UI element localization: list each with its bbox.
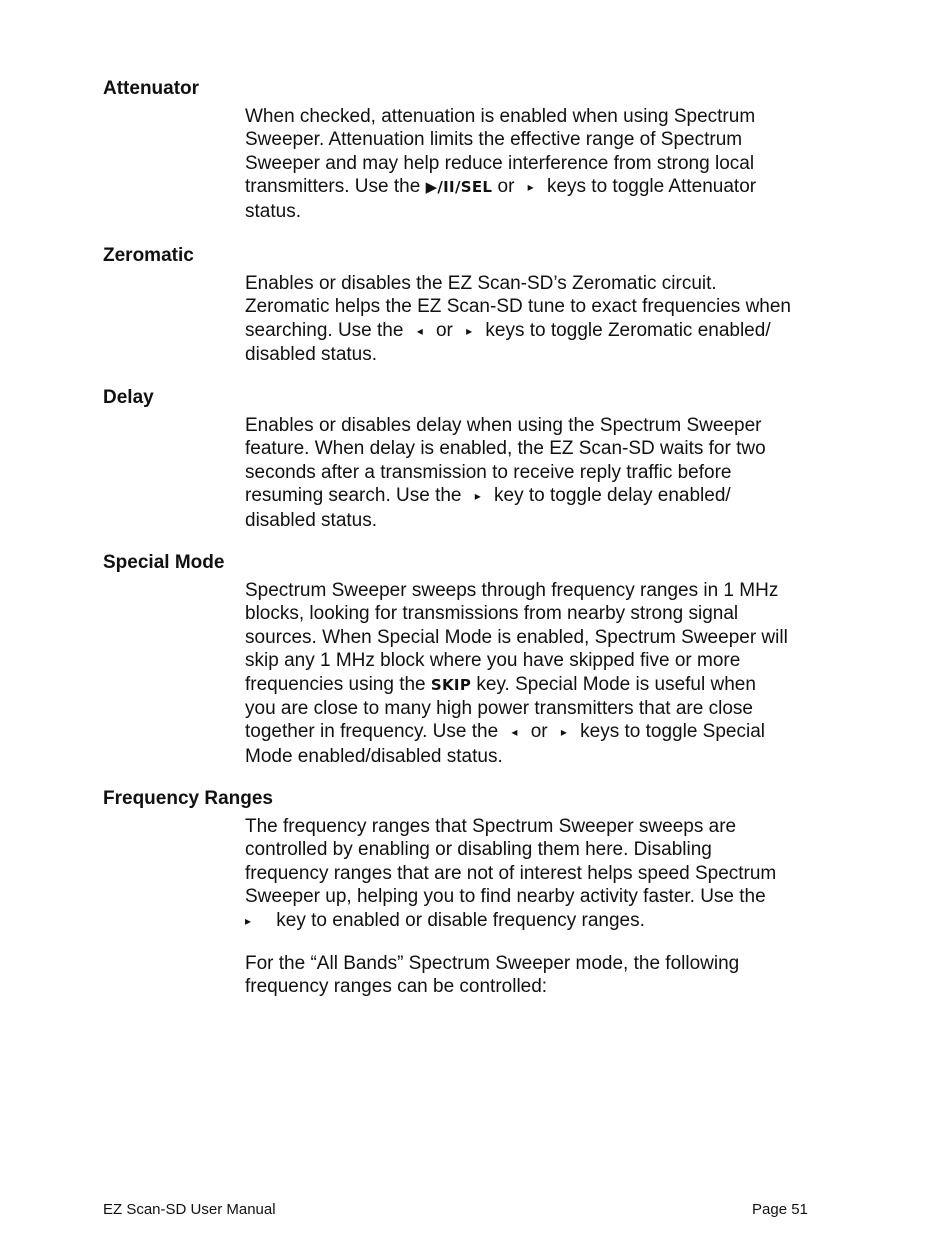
- text-line: controlled by enabling or disabling them here. Disabling: [245, 839, 712, 861]
- text-line: Zeromatic helps the EZ Scan-SD tune to exact frequencies when: [245, 296, 791, 318]
- text-line: frequency ranges that are not of interest helps speed Spectrum: [245, 862, 777, 884]
- text-line: seconds after a transmission to receive reply traffic before: [245, 461, 732, 483]
- section-heading-special-mode: Special Mode: [103, 552, 225, 573]
- attenuator-description: [245, 105, 835, 223]
- right-arrow-key-icon: ▸: [466, 323, 473, 338]
- text-line: The frequency ranges that Spectrum Sweeper sweeps are: [245, 816, 737, 837]
- text-line: Spectrum Sweeper sweeps through frequency ranges in 1 MHz: [245, 580, 779, 601]
- section-heading-attenuator: Attenuator: [103, 78, 200, 99]
- play-pause-sel-key-label: ▶/II/SEL: [425, 178, 493, 197]
- text-line: blocks, looking for transmissions from nearby strong signal: [245, 603, 739, 625]
- text-line: status.: [245, 200, 301, 222]
- text-line: disabled status.: [245, 509, 378, 531]
- text-line: disabled status.: [245, 344, 378, 366]
- right-arrow-key-icon: ▸: [245, 913, 252, 928]
- right-arrow-key-icon: ▸: [560, 725, 567, 740]
- text-line: searching. Use the ◂ or ▸ keys to toggle Zeromatic enabled/: [245, 319, 835, 343]
- frequency-ranges-description: [245, 815, 835, 933]
- text-line: For the “All Bands” Spectrum Sweeper mode, the following: [245, 953, 740, 974]
- text-line: transmitters. Use the ▶/II/SEL or ▸ keys to toggle Attenuator: [245, 175, 835, 199]
- text-line: Sweeper up, helping you to find nearby activity faster. Use the: [245, 886, 766, 908]
- footer-page-number: Page 51: [752, 1201, 808, 1218]
- text-line: Enables or disables the EZ Scan-SD’s Zeromatic circuit.: [245, 273, 717, 294]
- text-line: skip any 1 MHz block where you have skipped five or more: [245, 650, 741, 672]
- section-heading-frequency-ranges: Frequency Ranges: [103, 788, 273, 809]
- skip-key-label: SKIP: [430, 675, 472, 694]
- delay-description: [245, 414, 835, 532]
- zeromatic-description: [245, 272, 835, 367]
- text-line: Mode enabled/disabled status.: [245, 745, 503, 767]
- text-line: resuming search. Use the ▸ key to toggle delay enabled/: [245, 484, 835, 508]
- text-line: feature. When delay is enabled, the EZ Scan-SD waits for two: [245, 438, 766, 460]
- text-line: together in frequency. Use the ◂ or ▸ keys to toggle Special: [245, 720, 835, 744]
- text-line: Enables or disables delay when using the Spectrum Sweeper: [245, 415, 762, 436]
- text-line: you are close to many high power transmitters that are close: [245, 698, 753, 720]
- right-arrow-key-icon: ▸: [527, 180, 534, 195]
- text-line: ▸ key to enabled or disable frequency ranges.: [245, 909, 835, 933]
- left-arrow-key-icon: ◂: [511, 725, 518, 740]
- right-arrow-key-icon: ▸: [474, 489, 481, 504]
- special-mode-description: [245, 579, 835, 768]
- text-line: Sweeper and may help reduce interference from strong local: [245, 152, 755, 174]
- text-line: When checked, attenuation is enabled when using Spectrum: [245, 106, 756, 127]
- left-arrow-key-icon: ◂: [416, 323, 423, 338]
- text-line: frequency ranges can be controlled:: [245, 976, 548, 998]
- footer-manual-title: EZ Scan-SD User Manual: [103, 1201, 276, 1218]
- text-line: sources. When Special Mode is enabled, Spectrum Sweeper will: [245, 626, 788, 648]
- text-line: frequencies using the SKIP key. Special Mode is useful when: [245, 673, 756, 695]
- section-heading-zeromatic: Zeromatic: [103, 245, 194, 266]
- section-heading-delay: Delay: [103, 387, 154, 408]
- all-bands-note: [245, 952, 835, 999]
- text-line: Sweeper. Attenuation limits the effective range of Spectrum: [245, 129, 743, 151]
